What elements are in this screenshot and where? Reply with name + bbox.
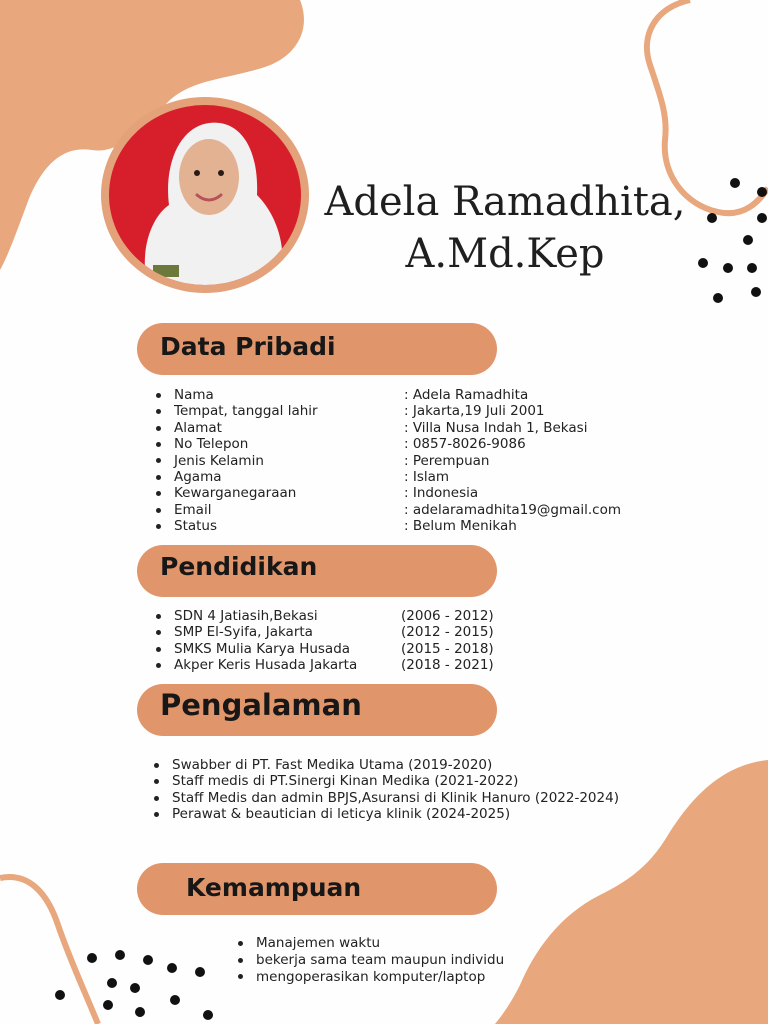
field-value: : Jakarta,19 Juli 2001 (404, 403, 545, 420)
field-label: Alamat (174, 419, 222, 436)
list-item: Swabber di PT. Fast Medika Utama (2019-2020) (154, 757, 619, 773)
face (179, 139, 239, 215)
bottom-left-swirl (0, 877, 98, 1024)
school-name: SDN 4 Jatiasih,Bekasi (174, 608, 318, 624)
list-item (156, 608, 494, 624)
school-years: (2015 - 2018) (401, 640, 494, 657)
field-value: : 0857-8026-9086 (404, 436, 526, 453)
field-value: : Perempuan (404, 452, 490, 469)
list-item (156, 485, 621, 501)
field-label: Tempat, tanggal lahir (174, 403, 318, 420)
person-illustration (109, 105, 301, 285)
field-label: Status (174, 518, 218, 535)
school-name: Akper Keris Husada Jakarta (174, 657, 358, 674)
section-title-data-pribadi: Data Pribadi (160, 332, 336, 361)
school-name: SMP El-Syifa, Jakarta (174, 624, 313, 641)
photo-background (109, 105, 301, 285)
field-value: : Islam (404, 469, 450, 486)
full-name (300, 176, 710, 280)
field-label: Kewarganegaraan (174, 485, 297, 502)
list-item: mengoperasikan komputer/laptop (238, 969, 504, 986)
field-label: Agama (174, 469, 222, 486)
list-item (156, 403, 621, 419)
field-label: No Telepon (174, 436, 249, 453)
list-item (156, 436, 621, 452)
list-item (156, 387, 621, 403)
list-item: bekerja sama team maupun individu (238, 952, 504, 969)
list-item: Manajemen waktu (238, 935, 504, 952)
list-item (156, 420, 621, 436)
personal-data-list (156, 387, 621, 535)
list-item (156, 641, 494, 657)
list-item (156, 469, 621, 485)
section-title-pengalaman: Pengalaman (160, 688, 362, 722)
list-item: Staff Medis dan admin BPJS,Asuransi di Klinik Hanuro (2022-2024) (154, 790, 619, 806)
field-value: : Belum Menikah (404, 518, 517, 535)
section-title-kemampuan: Kemampuan (186, 873, 362, 902)
list-item (156, 624, 494, 640)
school-years: (2012 - 2015) (401, 624, 494, 641)
experience-list (154, 757, 619, 823)
field-value: : Indonesia (404, 485, 479, 502)
field-label: Jenis Kelamin (174, 452, 264, 469)
field-value: : adelaramadhita19@gmail.com (404, 501, 621, 518)
skills-list (238, 935, 504, 985)
list-item (156, 518, 621, 534)
school-years: (2006 - 2012) (401, 608, 494, 624)
education-list (156, 608, 494, 674)
name-line-2: A.Md.Kep (405, 231, 605, 277)
list-item: Perawat & beautician di leticya klinik (2024-2025) (154, 806, 619, 822)
school-name: SMKS Mulia Karya Husada (174, 640, 351, 657)
field-label: Email (174, 501, 212, 518)
field-value: : Adela Ramadhita (404, 387, 529, 403)
list-item: Staff medis di PT.Sinergi Kinan Medika (2021-2022) (154, 773, 619, 789)
list-item (156, 453, 621, 469)
field-label: Nama (174, 387, 214, 403)
list-item (156, 502, 621, 518)
field-value: : Villa Nusa Indah 1, Bekasi (404, 419, 588, 436)
section-title-pendidikan: Pendidikan (160, 552, 318, 581)
school-years: (2018 - 2021) (401, 657, 494, 674)
profile-photo (101, 97, 309, 293)
list-item (156, 657, 494, 673)
badge (153, 265, 179, 277)
name-line-1: Adela Ramadhita, (324, 179, 686, 225)
